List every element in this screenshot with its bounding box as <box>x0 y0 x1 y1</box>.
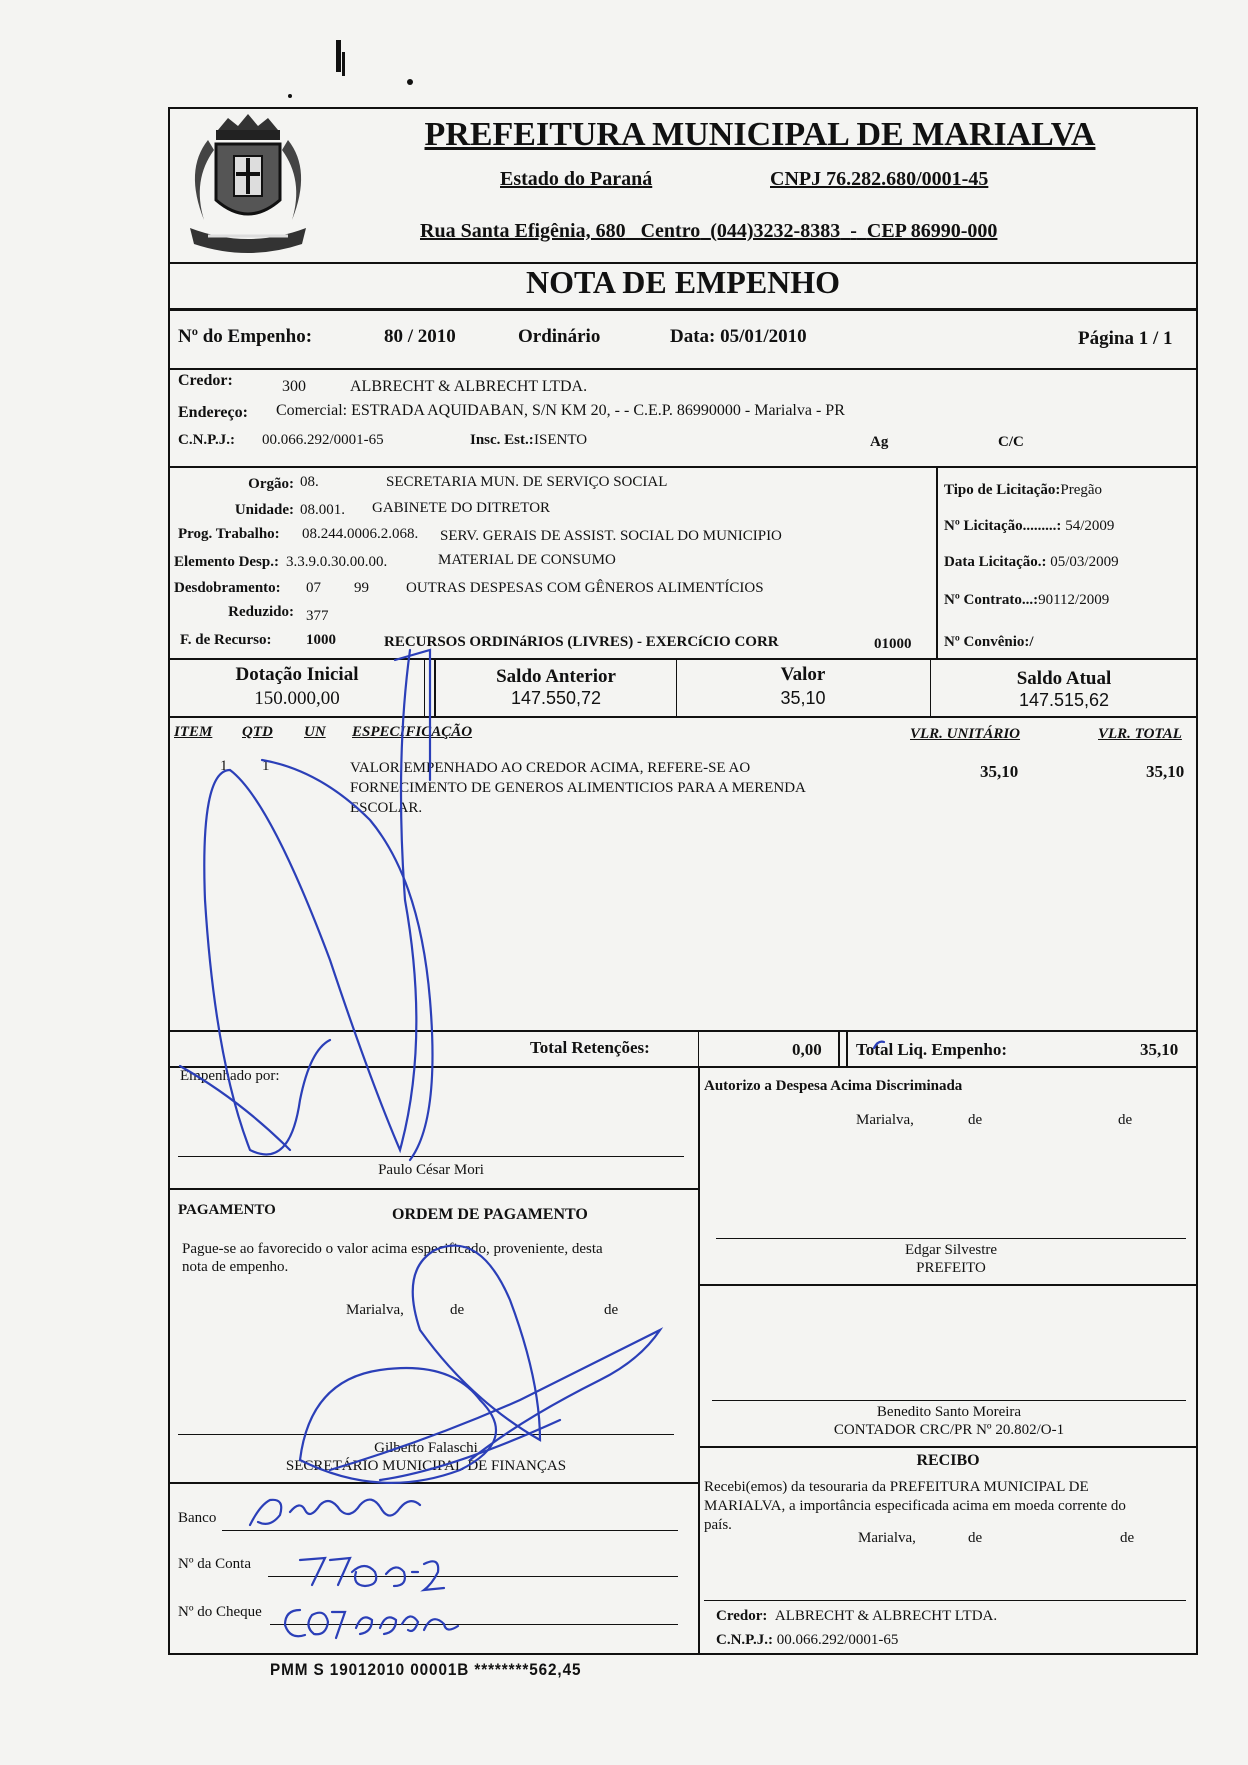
address-label: Endereço: <box>178 404 248 421</box>
coat-of-arms-logo <box>178 110 318 260</box>
desd-label: Desdobramento: <box>174 580 281 596</box>
anterior-value: 147.550,72 <box>510 688 602 708</box>
credor-code: 300 <box>282 378 306 395</box>
num-licitacao: Nº Licitação.........: 54/2009 <box>944 518 1115 534</box>
item-qtd: 1 <box>262 758 270 774</box>
col-item: ITEM <box>174 724 213 740</box>
empenho-number: 80 / 2010 <box>384 326 456 347</box>
desd-code1: 07 <box>306 580 321 596</box>
desd-code2: 99 <box>354 580 369 596</box>
doc-title: NOTA DE EMPENHO <box>525 264 841 300</box>
empenhado-label: Empenhado por: <box>180 1068 280 1084</box>
col-qtd: QTD <box>242 724 273 740</box>
recibo-text: Recebi(emos) da tesouraria da PREFEITURA MUNICIPAL DE MARIALVA, a importância especificada acima em moeda corrente do país. <box>704 1479 1126 1533</box>
pagamento-de1: de <box>450 1302 465 1318</box>
empenho-label: Nº do Empenho: <box>178 326 313 347</box>
empenho-type: Ordinário <box>518 326 601 347</box>
prog-code: 08.244.0006.2.068. <box>302 526 419 542</box>
unidade-label: Unidade: <box>234 502 294 518</box>
contador-name: Benedito Santo Moreira <box>876 1404 1022 1420</box>
autorizo-label: Autorizo a Despesa Acima Discriminada <box>704 1078 963 1094</box>
valor-label: Valor <box>780 664 826 685</box>
atual-value: 147.515,62 <box>1018 690 1110 710</box>
total-retencoes-label: Total Retenções: <box>530 1038 650 1057</box>
banco-label: Banco <box>178 1510 217 1526</box>
credor-label: Credor: <box>178 372 233 389</box>
recibo-credor: Credor: ALBRECHT & ALBRECHT LTDA. <box>716 1608 998 1624</box>
orgao-label: Orgão: <box>248 476 294 492</box>
item-number: 1 <box>220 758 228 774</box>
reduzido-label: Reduzido: <box>228 604 294 620</box>
tipo-licitacao: Tipo de Licitação:Pregão <box>944 482 1103 498</box>
total-liq-label: Total Liq. Empenho: <box>856 1040 1007 1059</box>
autorizo-de1: de <box>968 1112 983 1128</box>
mechanical-stamp: PMM S 19012010 00001B ********562,45 <box>270 1660 582 1679</box>
header-cnpj: CNPJ 76.282.680/0001-45 <box>770 168 989 190</box>
anterior-label: Saldo Anterior <box>496 666 616 687</box>
elem-label: Elemento Desp.: <box>174 554 279 570</box>
contrato: Nº Contrato...:90112/2009 <box>944 592 1110 608</box>
valor-value: 35,10 <box>780 688 826 708</box>
pagamento-place: Marialva, <box>346 1302 404 1318</box>
credor-name: ALBRECHT & ALBRECHT LTDA. <box>350 378 588 395</box>
fonte-code: 1000 <box>306 632 336 648</box>
elem-name: MATERIAL DE CONSUMO <box>438 552 616 568</box>
recibo-cnpj: C.N.P.J.: 00.066.292/0001-65 <box>716 1632 899 1648</box>
autorizo-de2: de <box>1118 1112 1133 1128</box>
cheque-label: Nº do Cheque <box>178 1604 262 1620</box>
prog-label: Prog. Trabalho: <box>178 526 280 542</box>
col-unit: VLR. UNITÁRIO <box>910 726 1021 742</box>
empenho-page: Página 1 / 1 <box>1078 328 1173 349</box>
fonte-num: 01000 <box>874 636 912 652</box>
pagamento-label: PAGAMENTO <box>178 1202 276 1218</box>
prefeito-name: Edgar Silvestre <box>904 1242 998 1258</box>
col-total: VLR. TOTAL <box>1098 726 1182 742</box>
reduzido-code: 377 <box>306 608 329 624</box>
fonte-name: RECURSOS ORDINáRIOS (LIVRES) - EXERCíCIO CORR <box>384 634 779 650</box>
item-description: VALOR EMPENHADO AO CREDOR ACIMA, REFERE-SE AO FORNECIMENTO DE GENEROS ALIMENTICIOS PARA A MERENDA ESCOLAR. <box>350 760 806 816</box>
recibo-place: Marialva, <box>858 1530 916 1546</box>
credor-address: Comercial: ESTRADA AQUIDABAN, S/N KM 20, - - C.E.P. 86990000 - Marialva - PR <box>276 402 845 419</box>
atual-label: Saldo Atual <box>1016 668 1112 689</box>
total-liq-value: 35,10 <box>1140 1040 1179 1059</box>
empenho-date: Data: 05/01/2010 <box>670 326 807 347</box>
recibo-de1: de <box>968 1530 983 1546</box>
insc-value: ISENTO <box>534 432 588 448</box>
unidade-name: GABINETE DO DITRETOR <box>372 500 551 516</box>
col-un: UN <box>304 724 326 740</box>
orgao-code: 08. <box>300 474 319 490</box>
header-state: Estado do Paraná <box>500 168 653 190</box>
cc-label: C/C <box>998 434 1024 450</box>
header-address: Rua Santa Efigênia, 680 Centro (044)3232-8383 - CEP 86990-000 <box>420 220 998 242</box>
elem-code: 3.3.9.0.30.00.00. <box>286 554 388 570</box>
prefeito-role: PREFEITO <box>916 1260 986 1276</box>
total-retencoes-value: 0,00 <box>792 1040 822 1059</box>
col-espec: ESPECIFICAÇÃO <box>352 724 473 740</box>
cnpj-label: C.N.P.J.: <box>178 432 235 448</box>
item-total-value: 35,10 <box>1146 762 1185 781</box>
dotacao-label: Dotação Inicial <box>235 664 359 685</box>
pagamento-text: Pague-se ao favorecido o valor acima especificado, proveniente, desta nota de empenho. <box>182 1241 603 1275</box>
credor-cnpj: 00.066.292/0001-65 <box>262 432 384 448</box>
recibo-title: RECIBO <box>916 1452 980 1469</box>
contador-role: CONTADOR CRC/PR Nº 20.802/O-1 <box>833 1422 1065 1438</box>
data-licitacao: Data Licitação.: 05/03/2009 <box>944 554 1119 570</box>
fonte-label: F. de Recurso: <box>180 632 272 648</box>
secretario-role: SECRETÁRIO MUNICIPAL DE FINANÇAS <box>285 1458 567 1474</box>
orgao-name: SECRETARIA MUN. DE SERVIÇO SOCIAL <box>386 474 668 490</box>
desd-name: OUTRAS DESPESAS COM GÊNEROS ALIMENTÍCIOS <box>406 580 764 596</box>
item-unit-value: 35,10 <box>980 762 1019 781</box>
secretario-name: Gilberto Falaschi <box>374 1440 478 1456</box>
ag-label: Ag <box>870 434 889 450</box>
pagamento-de2: de <box>604 1302 619 1318</box>
ordem-pagamento-label: ORDEM DE PAGAMENTO <box>392 1206 588 1223</box>
prefeitura-title: PREFEITURA MUNICIPAL DE MARIALVA <box>424 116 1096 153</box>
conta-label: Nº da Conta <box>178 1556 251 1572</box>
autorizo-place: Marialva, <box>856 1112 914 1128</box>
insc-label: Insc. Est.: <box>470 432 534 448</box>
unidade-code: 08.001. <box>300 502 345 518</box>
prog-name: SERV. GERAIS DE ASSIST. SOCIAL DO MUNICIPIO <box>440 528 782 544</box>
empenhado-name: Paulo César Mori <box>378 1162 484 1178</box>
recibo-de2: de <box>1120 1530 1135 1546</box>
convenio: Nº Convênio:/ <box>944 634 1034 650</box>
dotacao-value: 150.000,00 <box>254 688 340 709</box>
